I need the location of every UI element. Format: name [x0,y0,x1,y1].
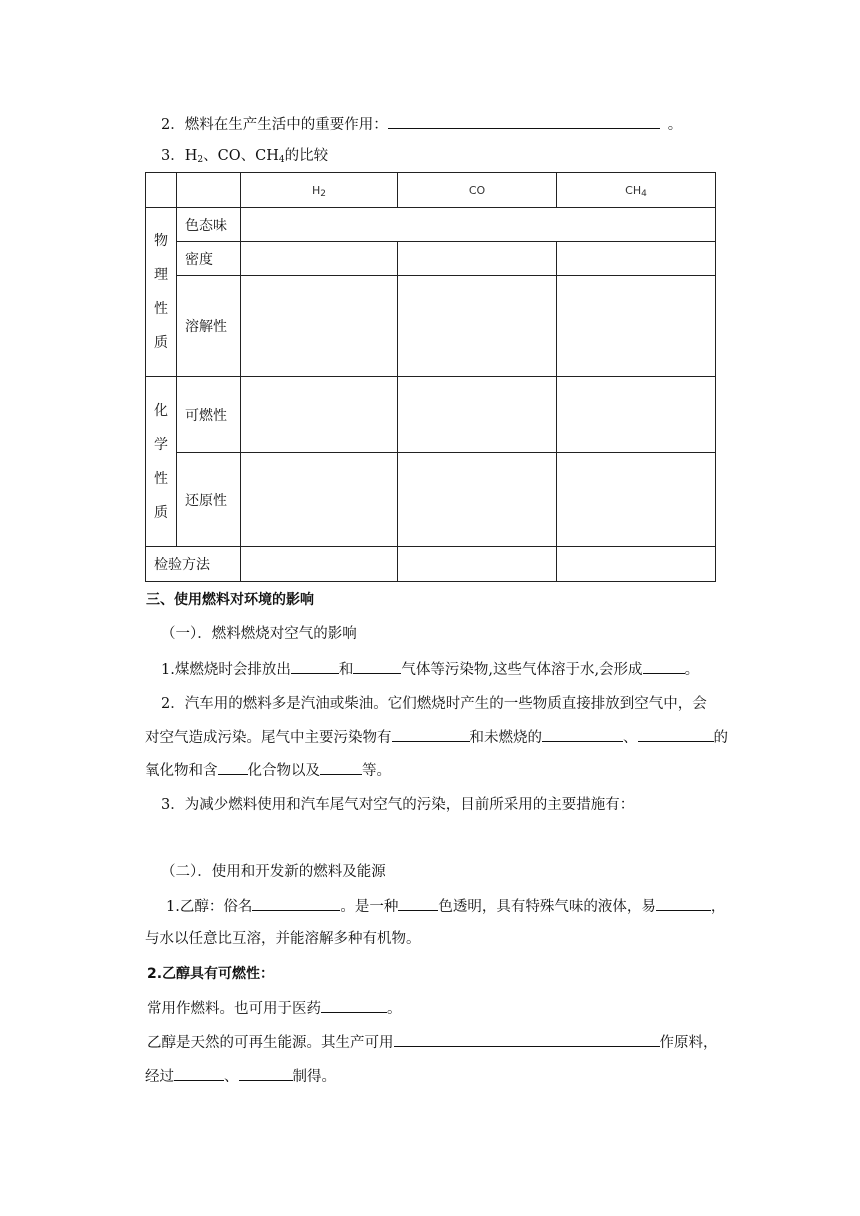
table-corner-cell [146,173,177,208]
answer-blank[interactable] [252,896,340,911]
answer-blank[interactable] [638,727,714,742]
answer-cell[interactable] [398,276,557,377]
text: 。 [684,662,700,678]
chemical-properties-label: 化 学 性 质 [146,377,177,547]
ethanol-production-line-2 [145,1066,336,1087]
physical-properties-label: 物 理 性 质 [146,208,177,377]
subsection-1-title: （一）．燃料燃烧对空气的影响 [161,626,357,642]
question-2-text: 2．燃料在生产生活中的重要作用： [161,117,388,133]
item-3: 3．为减少燃料使用和汽车尾气对空气的污染，目前所采用的主要措施有： [161,797,635,813]
answer-cell[interactable] [241,276,398,377]
text: 制得。 [292,1069,336,1085]
comparison-table [145,172,716,582]
table-row [146,377,716,453]
header-ch4: $CH_4$ [557,173,716,208]
header-co: CO [398,173,557,208]
text: 氧化物和含 [145,763,218,779]
table-row [146,242,716,276]
text: 气体等污染物,这些气体溶于水,会形成 [401,662,643,678]
answer-blank[interactable] [291,659,339,674]
question-3-tail: 的比较 [284,148,329,164]
answer-cell[interactable] [557,547,716,582]
answer-cell[interactable] [557,242,716,276]
text: 等。 [362,763,391,779]
question-3 [161,146,328,166]
answer-blank[interactable] [353,659,401,674]
subsection-2-title: （二）．使用和开发新的燃料及能源 [161,864,386,880]
formula-sub: 2 [197,155,204,165]
item-2-line-2 [145,727,728,748]
text: 乙醇是天然的可再生能源。其生产可用 [147,1035,394,1051]
text: 、 [224,1069,239,1085]
text: 作原料， [659,1035,718,1051]
text: 1.煤燃烧时会排放出 [161,662,291,678]
answer-cell[interactable] [241,547,398,582]
answer-blank[interactable] [239,1066,293,1081]
answer-blank[interactable] [218,760,248,775]
question-2-end: 。 [667,117,683,133]
question-2 [161,114,682,135]
formula-h: H [184,148,198,164]
row-label-test-method: 检验方法 [146,547,241,582]
row-label-solubility: 溶解性 [177,276,241,377]
answer-cell[interactable] [398,547,557,582]
answer-cell[interactable] [557,453,716,547]
item-1 [161,659,699,680]
text: 经过 [145,1069,174,1085]
answer-blank[interactable] [394,1032,660,1047]
row-label-reducibility: 还原性 [177,453,241,547]
text: 色透明，具有特殊气味的液体，易 [438,899,656,915]
answer-cell[interactable] [241,208,716,242]
table-row [146,453,716,547]
text: 。 [387,1001,402,1017]
text: 1.乙醇：俗名 [166,899,253,915]
row-label-combustibility: 可燃性 [177,377,241,453]
text: 对空气造成污染。尾气中主要污染物有 [145,730,392,746]
answer-cell[interactable] [557,377,716,453]
answer-cell[interactable] [398,453,557,547]
table-header-row [146,173,716,208]
text: 和 [338,662,354,678]
answer-blank[interactable] [398,896,438,911]
table-corner-cell [177,173,241,208]
answer-blank[interactable] [321,998,387,1013]
text: 。是一种 [340,899,399,915]
text: 和未燃烧的 [469,730,542,746]
text: ， [710,899,726,915]
answer-blank[interactable] [320,760,362,775]
question-3-num: 3． [161,148,185,164]
ethanol-item-1-line-2: 与水以任意比互溶，并能溶解多种有机物。 [145,931,421,947]
text: 、 [623,730,638,746]
text: 常用作燃料。也可用于医药 [147,1001,321,1017]
answer-cell[interactable] [241,242,398,276]
ethanol-item-2: 2.乙醇具有可燃性： [147,966,275,982]
row-label-color-state-smell: 色态味 [177,208,241,242]
item-2-line-1: 2．汽车用的燃料多是汽油或柴油。它们燃烧时产生的一些物质直接排放到空气中，会 [161,696,707,712]
ethanol-production-line-1 [147,1032,718,1053]
answer-cell[interactable] [557,276,716,377]
answer-blank[interactable] [392,727,470,742]
section-title: 三、使用燃料对环境的影响 [146,592,314,608]
item-2-line-3 [145,760,391,781]
row-label-density: 密度 [177,242,241,276]
answer-cell[interactable] [398,377,557,453]
answer-blank[interactable] [388,114,660,129]
answer-cell[interactable] [398,242,557,276]
text: 的 [713,730,728,746]
text: 化合物以及 [247,763,320,779]
formula-list: 、CO、CH [203,148,279,164]
answer-blank[interactable] [542,727,623,742]
ethanol-fuel-use [147,998,402,1019]
table-row [146,547,716,582]
answer-cell[interactable] [241,377,398,453]
answer-cell[interactable] [241,453,398,547]
ethanol-item-1 [166,896,725,917]
formula-sub: 4 [278,155,285,165]
answer-blank[interactable] [643,659,685,674]
answer-blank[interactable] [656,896,711,911]
table-row [146,276,716,377]
header-h2: $H_2$ [241,173,398,208]
answer-blank[interactable] [174,1066,224,1081]
table-row [146,208,716,242]
